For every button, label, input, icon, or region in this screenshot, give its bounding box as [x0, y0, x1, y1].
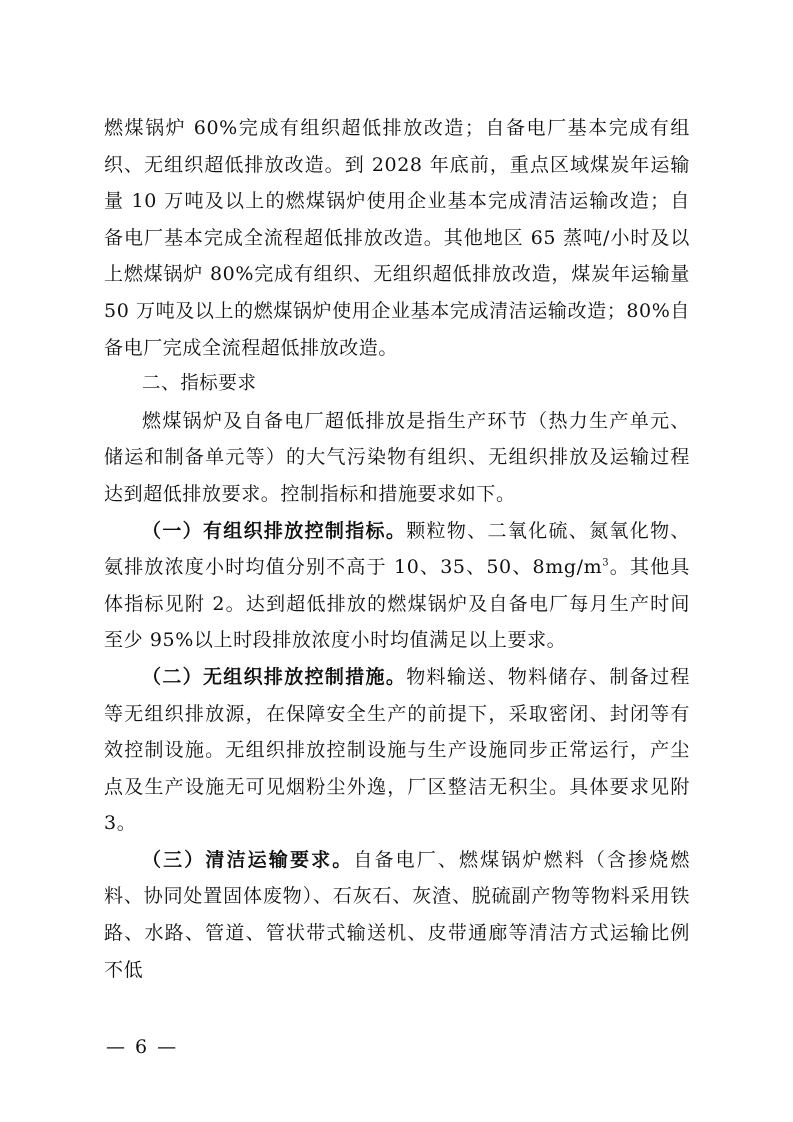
section-heading: 二、指标要求 [142, 373, 257, 395]
paragraph-definition: 燃煤锅炉及自备电厂超低排放是指生产环节（热力生产单元、储运和制备单元等）的大气污染物有组织、无组织排放及运输过程达到超低排放要求。控制指标和措施要求如下。 [104, 409, 690, 505]
document-body [104, 110, 690, 988]
item-clean-transport-lead: （三）清洁运输要求。 [142, 848, 354, 871]
item-unorganized-emission-body: 物料输送、物料储存、制备过程等无组织排放源，在保障安全生产的前提下，采取密闭、封闭等有效控制设施。无组织排放控制设施与生产设施同步正常运行，产尘点及生产设施无可见烟粉尘外逸，厂区整洁无积尘。具体要求见附 3。 [104, 665, 690, 835]
item-organized-emission [104, 513, 690, 659]
item-organized-emission-body-cont: 。其他具体指标见附 2。达到超低排放的燃煤锅炉及自备电厂每月生产时间至少 95%以上时段排放浓度小时均值满足以上要求。 [104, 556, 690, 652]
page-number: — 6 — [106, 1036, 179, 1058]
item-organized-emission-lead: （一）有组织排放控制指标。 [142, 519, 407, 542]
item-organized-emission-body: 颗粒物、二氧化硫、氮氧化物、氨排放浓度小时均值分别不高于 10、35、50、8mg/m [104, 519, 690, 579]
item-clean-transport [104, 842, 690, 988]
paragraph-continued: 燃煤锅炉 60%完成有组织超低排放改造；自备电厂基本完成有组织、无组织超低排放改造。到 2028 年底前，重点区域煤炭年运输量 10 万吨及以上的燃煤锅炉使用企业基本完成清洁运输改造；自备电厂基本完成全流程超低排放改造。其他地区 65 蒸吨/小时及以上燃煤锅炉 80%完成有组织、无组织超低排放改造，煤炭年运输量 50 万吨及以上的燃煤锅炉使用企业基本完成清洁运输改造；80%自备电厂完成全流程超低排放改造。 [104, 117, 690, 359]
item-clean-transport-body: 自备电厂、燃煤锅炉燃料（含掺烧燃料、协同处置固体废物）、石灰石、灰渣、脱硫副产物等物料采用铁路、水路、管道、管状带式输送机、皮带通廊等清洁方式运输比例不低 [104, 848, 690, 981]
unit-superscript: 3 [602, 557, 610, 569]
item-unorganized-emission [104, 659, 690, 842]
item-unorganized-emission-lead: （二）无组织排放控制措施。 [142, 665, 407, 688]
